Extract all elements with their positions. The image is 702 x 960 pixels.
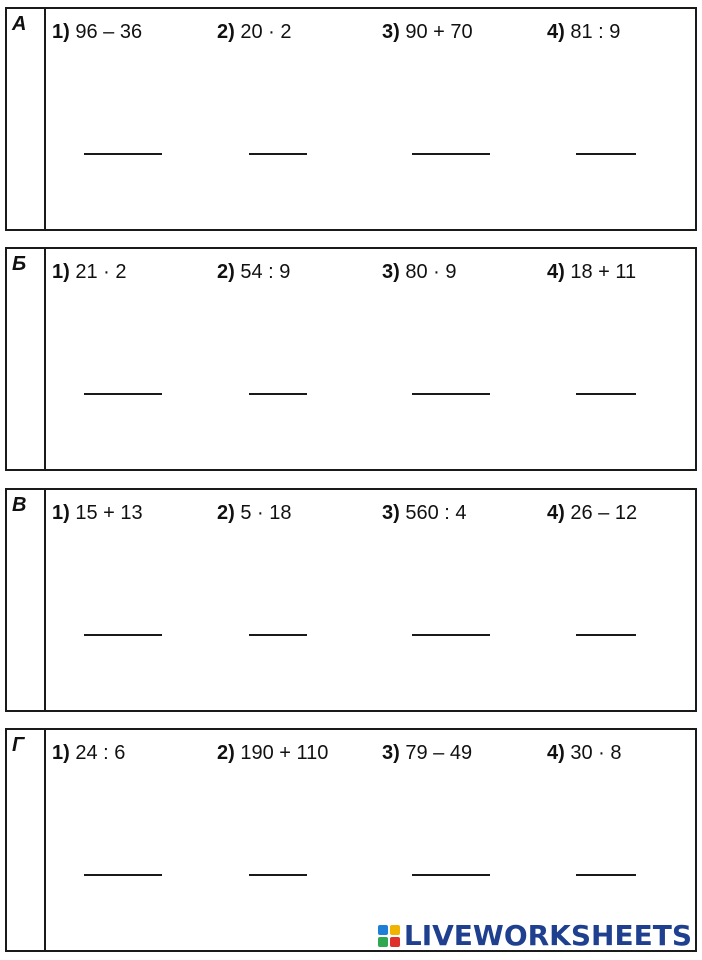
- problem-expression: 79 – 49: [405, 742, 473, 764]
- answer-line[interactable]: [84, 844, 162, 876]
- problem-first-line: [547, 255, 636, 289]
- problem-expression: 5 · 18: [240, 502, 292, 524]
- problem-number: 3): [382, 21, 400, 43]
- problem-number: 2): [217, 261, 235, 283]
- problem-first-line: [52, 15, 142, 49]
- answer-line[interactable]: [412, 363, 490, 395]
- problem-number: 2): [217, 21, 235, 43]
- answer-line[interactable]: [84, 123, 162, 155]
- answer-line[interactable]: [576, 844, 636, 876]
- problem-number: 4): [547, 261, 565, 283]
- logo-mark-icon: [378, 925, 400, 947]
- problem-first-line: [547, 15, 620, 49]
- letter-column: [7, 249, 46, 469]
- problem-first-line: [52, 255, 127, 289]
- answer-line[interactable]: [84, 604, 162, 636]
- answer-line[interactable]: [249, 844, 307, 876]
- problem-expression: 20 · 2: [240, 21, 292, 43]
- problem-expression: 96 – 36: [75, 21, 143, 43]
- answer-line[interactable]: [412, 123, 490, 155]
- problem-number: 2): [217, 742, 235, 764]
- letter-column: [7, 9, 46, 229]
- answer-line[interactable]: [412, 604, 490, 636]
- problem-first-line: [52, 496, 143, 530]
- exercise-card: [5, 488, 697, 712]
- answer-line[interactable]: [576, 123, 636, 155]
- problem-first-line: [382, 736, 472, 770]
- answer-line[interactable]: [249, 123, 307, 155]
- answer-line[interactable]: [84, 363, 162, 395]
- problem-number: 4): [547, 502, 565, 524]
- problem-expression: 15 + 13: [75, 502, 143, 524]
- problem-number: 4): [547, 742, 565, 764]
- letter-column: [7, 490, 46, 710]
- problem-expression: 26 – 12: [570, 502, 638, 524]
- problem-first-line: [547, 736, 622, 770]
- problem-expression: 190 + 110: [240, 742, 329, 764]
- section-letter: Г: [12, 734, 25, 756]
- section-letter: А: [12, 13, 27, 35]
- problem-number: 1): [52, 502, 70, 524]
- problem-expression: 54 : 9: [240, 261, 291, 283]
- answer-line[interactable]: [412, 844, 490, 876]
- problem-first-line: [382, 496, 467, 530]
- problem-expression: 30 · 8: [570, 742, 622, 764]
- problem-first-line: [217, 496, 292, 530]
- problem-number: 3): [382, 742, 400, 764]
- problem-number: 2): [217, 502, 235, 524]
- problem-number: 3): [382, 261, 400, 283]
- problem-number: 1): [52, 21, 70, 43]
- problem-expression: 18 + 11: [570, 261, 637, 283]
- problem-number: 1): [52, 742, 70, 764]
- problem-first-line: [382, 255, 457, 289]
- exercise-card: [5, 247, 697, 471]
- problem-number: 1): [52, 261, 70, 283]
- section-letter: Б: [12, 253, 27, 275]
- liveworksheets-logo: [378, 919, 692, 952]
- problem-first-line: [52, 736, 125, 770]
- problem-first-line: [382, 15, 473, 49]
- logo-text: LIVEWORKSHEETS: [403, 919, 692, 952]
- problem-expression: 90 + 70: [405, 21, 473, 43]
- section-letter: В: [12, 494, 27, 516]
- answer-line[interactable]: [576, 604, 636, 636]
- problem-first-line: [217, 15, 292, 49]
- problem-expression: 560 : 4: [405, 502, 467, 524]
- problem-first-line: [217, 255, 290, 289]
- problem-number: 4): [547, 21, 565, 43]
- answer-line[interactable]: [576, 363, 636, 395]
- problem-number: 3): [382, 502, 400, 524]
- letter-column: [7, 730, 46, 950]
- problem-first-line: [217, 736, 328, 770]
- answer-line[interactable]: [249, 363, 307, 395]
- problem-expression: 80 · 9: [405, 261, 457, 283]
- problem-expression: 81 : 9: [570, 21, 621, 43]
- problem-expression: 21 · 2: [75, 261, 127, 283]
- problem-expression: 24 : 6: [75, 742, 126, 764]
- problem-first-line: [547, 496, 637, 530]
- answer-line[interactable]: [249, 604, 307, 636]
- exercise-card: [5, 7, 697, 231]
